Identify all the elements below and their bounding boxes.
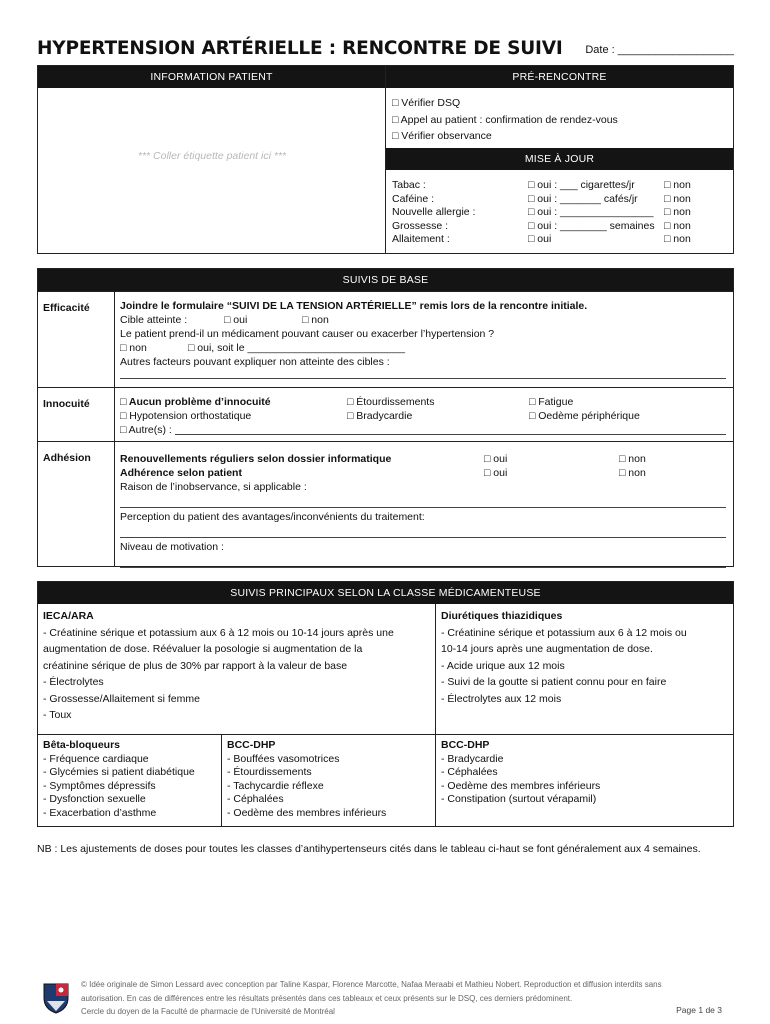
footer-line-3: Cercle du doyen de la Faculté de pharmacie de l’Université de Montréal [81, 1007, 335, 1016]
update-non-checkbox[interactable]: □ non [664, 206, 691, 218]
patient-section [37, 65, 734, 254]
bcc-dhp-line: - Céphalées [227, 793, 284, 805]
patient-adherence-line [120, 466, 726, 480]
thiazide-title: Diurétiques thiazidiques [441, 610, 563, 622]
update-label: Tabac : [392, 179, 426, 191]
update-non-checkbox[interactable]: □ non [664, 219, 691, 232]
update-row-pregnancy [392, 220, 727, 234]
checklist-item-adherence[interactable]: □ Vérifier observance [392, 130, 492, 142]
beta-blocker-cell [38, 734, 221, 826]
thiazide-line: - Suivi de la goutte si patient connu pour en faire [441, 676, 667, 688]
renewals-oui-checkbox[interactable]: □ oui [484, 453, 508, 465]
bcc-dhp-title: BCC-DHP [227, 739, 276, 751]
update-oui-checkbox[interactable]: □ oui : ________________ [528, 206, 654, 218]
dose-adjustment-note: NB : Les ajustements de doses pour toutes les classes d’antihypertenseurs cités dans le tableau ci-haut se font généralement aux 4 semaines. [37, 843, 701, 855]
adherence-content [120, 442, 726, 568]
target-label: Cible atteinte : [120, 314, 188, 326]
no-safety-issue-checkbox[interactable]: □ Aucun problème d’innocuité [120, 396, 271, 408]
thiazide-line: - Électrolytes aux 12 mois [441, 692, 562, 705]
bcc-dhp-cell [221, 734, 435, 826]
pre-meeting-panel [386, 66, 733, 253]
drug-class-section [37, 581, 734, 827]
base-followup-section [37, 268, 734, 567]
update-label: Caféine : [392, 192, 435, 205]
ieca-ara-line: - Créatinine sérique et potassium aux 6 à 12 mois ou 10-14 jours après une [43, 626, 394, 639]
medication-question: Le patient prend-il un médicament pouvant causer ou exacerber l’hypertension ? [120, 328, 495, 340]
other-factors-label: Autres facteurs pouvant expliquer non atteinte des cibles : [120, 356, 390, 368]
ieca-ara-title: IECA/ARA [43, 610, 94, 622]
update-oui-checkbox[interactable]: □ oui [528, 233, 552, 245]
patient-info-panel [38, 66, 386, 253]
update-label: Grossesse : [392, 219, 449, 232]
target-oui-checkbox[interactable]: □ oui [224, 314, 248, 326]
target-non-checkbox[interactable]: □ non [302, 314, 329, 326]
update-row-breastfeeding [392, 233, 727, 247]
safety-other-checkbox[interactable]: □ Autre(s) : [120, 424, 175, 436]
renewals-non-checkbox[interactable]: □ non [619, 453, 646, 465]
thiazide-cell [435, 604, 733, 734]
nonadherence-reason-field[interactable] [120, 494, 726, 508]
motivation-label: Niveau de motivation : [120, 541, 224, 553]
patient-adherence-label: Adhérence selon patient [120, 467, 242, 479]
ieca-ara-cell [38, 604, 435, 734]
safety-content [120, 388, 726, 437]
bcc-second-line: - Céphalées [441, 766, 498, 778]
patient-info-header: INFORMATION PATIENT [38, 66, 385, 88]
footer-line-1: © Idée originale de Simon Lessard avec conception par Taline Kaspar, Florence Marcotte, Nafaa Meraabi et Mathieu Nobert. Reproduction et diffusion interdits sans [81, 980, 662, 989]
update-row-caffeine [392, 193, 727, 207]
bcc-second-line: - Bradycardie [441, 752, 504, 765]
update-label: Nouvelle allergie : [392, 206, 476, 218]
ieca-ara-line: - Grossesse/Allaitement si femme [43, 692, 200, 705]
beta-blocker-line: - Fréquence cardiaque [43, 752, 149, 765]
checklist-item-appointment-call[interactable]: □ Appel au patient : confirmation de rendez-vous [392, 113, 618, 126]
safety-line-2 [120, 409, 726, 423]
efficacy-content [120, 292, 726, 379]
efficacy-label: Efficacité [38, 292, 115, 387]
medication-oui-checkbox[interactable]: □ oui, soit le ___________________________ [188, 342, 406, 354]
thiazide-line: - Acide urique aux 12 mois [441, 659, 565, 672]
title-row [37, 38, 734, 62]
bcc-second-cell [435, 734, 733, 826]
thiazide-line: - Créatinine sérique et potassium aux 6 à 12 mois ou [441, 626, 687, 639]
update-oui-checkbox[interactable]: □ oui : _______ cafés/jr [528, 192, 638, 205]
other-factors-field[interactable] [120, 369, 726, 379]
bcc-second-line: - Oedème des membres inférieurs [441, 779, 601, 792]
bcc-second-line: - Constipation (surtout vérapamil) [441, 793, 597, 805]
beta-blocker-line: - Exacerbation d’asthme [43, 806, 157, 819]
pre-meeting-header: PRÉ-RENCONTRE [386, 66, 733, 88]
thiazide-line: 10-14 jours après une augmentation de dose. [441, 643, 653, 655]
medication-non-checkbox[interactable]: □ non [120, 342, 147, 354]
patient-label-placeholder: *** Coller étiquette patient ici *** [137, 150, 287, 162]
patient-adherence-non-checkbox[interactable]: □ non [619, 467, 646, 479]
beta-blocker-line: - Dysfonction sexuelle [43, 793, 146, 805]
bcc-dhp-line: - Oedème des membres inférieurs [227, 806, 387, 819]
beta-blocker-title: Bêta-bloqueurs [43, 739, 121, 751]
motivation-field[interactable] [120, 554, 726, 568]
base-followup-header: SUIVIS DE BASE [38, 269, 733, 291]
renewals-line [120, 452, 726, 466]
efficacy-instruction: Joindre le formulaire “SUIVI DE LA TENSION ARTÉRIELLE” remis lors de la rencontre initiale. [120, 300, 588, 312]
fatigue-checkbox[interactable]: □ Fatigue [529, 396, 574, 408]
update-table [392, 179, 727, 247]
perception-field[interactable] [120, 524, 726, 538]
orthostatic-hypotension-checkbox[interactable]: □ Hypotension orthostatique [120, 410, 252, 422]
adherence-row [38, 441, 733, 566]
update-non-checkbox[interactable]: □ non [664, 179, 691, 191]
safety-label: Innocuité [38, 388, 115, 441]
dizziness-checkbox[interactable]: □ Étourdissements [347, 396, 435, 408]
pre-meeting-list [386, 88, 733, 145]
medication-answer-line [120, 341, 726, 355]
perception-label: Perception du patient des avantages/inconvénients du traitement: [120, 511, 425, 523]
page-number: Page 1 de 3 [676, 1005, 722, 1015]
update-oui-checkbox[interactable]: □ oui : ___ cigarettes/jr [528, 179, 635, 191]
ieca-ara-line: - Toux [43, 709, 72, 721]
ieca-ara-line: - Électrolytes [43, 676, 104, 688]
bcc-dhp-line: - Bouffées vasomotrices [227, 752, 340, 765]
page-title: HYPERTENSION ARTÉRIELLE : RENCONTRE DE SUIVI [37, 38, 563, 59]
patient-adherence-oui-checkbox[interactable]: □ oui [484, 467, 508, 479]
bcc-dhp-line: - Étourdissements [227, 766, 312, 778]
safety-line-1 [120, 395, 726, 409]
safety-other-field[interactable] [175, 423, 726, 435]
ieca-ara-line: créatinine sérique de plus de 30% par rapport à la valeur de base [43, 659, 348, 672]
footer-text [81, 978, 731, 1019]
bradycardia-checkbox[interactable]: □ Bradycardie [347, 410, 413, 422]
update-non-checkbox[interactable]: □ non [664, 233, 691, 245]
update-header: MISE À JOUR [386, 148, 733, 170]
safety-row [38, 387, 733, 441]
peripheral-edema-checkbox[interactable]: □ Oedème périphérique [529, 410, 640, 422]
footer-line-2: autorisation. En cas de différences entre les résultats présentés dans ces tableaux et ceux présents sur le DSQ, ces derniers prédominent. [81, 993, 573, 1003]
nonadherence-reason-label: Raison de l’inobservance, si applicable : [120, 481, 307, 493]
renewals-label: Renouvellements réguliers selon dossier informatique [120, 453, 392, 465]
target-reached-line [120, 313, 726, 327]
efficacy-row [38, 291, 733, 387]
update-row-allergy [392, 206, 727, 220]
beta-blocker-line: - Symptômes dépressifs [43, 779, 156, 792]
university-crest-icon [41, 981, 71, 1015]
date-field[interactable]: Date : ___________________ [585, 44, 734, 56]
update-oui-checkbox[interactable]: □ oui : ________ semaines [528, 219, 655, 232]
safety-other-line [120, 423, 726, 437]
adherence-label: Adhésion [38, 442, 115, 566]
update-non-checkbox[interactable]: □ non [664, 192, 691, 205]
ieca-ara-line: augmentation de dose. Réévaluer la posologie si augmentation de la [43, 643, 363, 655]
beta-blocker-line: - Glycémies si patient diabétique [43, 766, 195, 778]
drug-class-header: SUIVIS PRINCIPAUX SELON LA CLASSE MÉDICAMENTEUSE [38, 582, 733, 604]
bcc-second-title: BCC-DHP [441, 739, 490, 751]
bcc-dhp-line: - Tachycardie réflexe [227, 779, 324, 792]
update-label: Allaitement : [392, 233, 450, 245]
update-row-tobacco [392, 179, 727, 193]
checklist-item-dsq[interactable]: □ Vérifier DSQ [392, 97, 461, 109]
footer [37, 978, 734, 1018]
